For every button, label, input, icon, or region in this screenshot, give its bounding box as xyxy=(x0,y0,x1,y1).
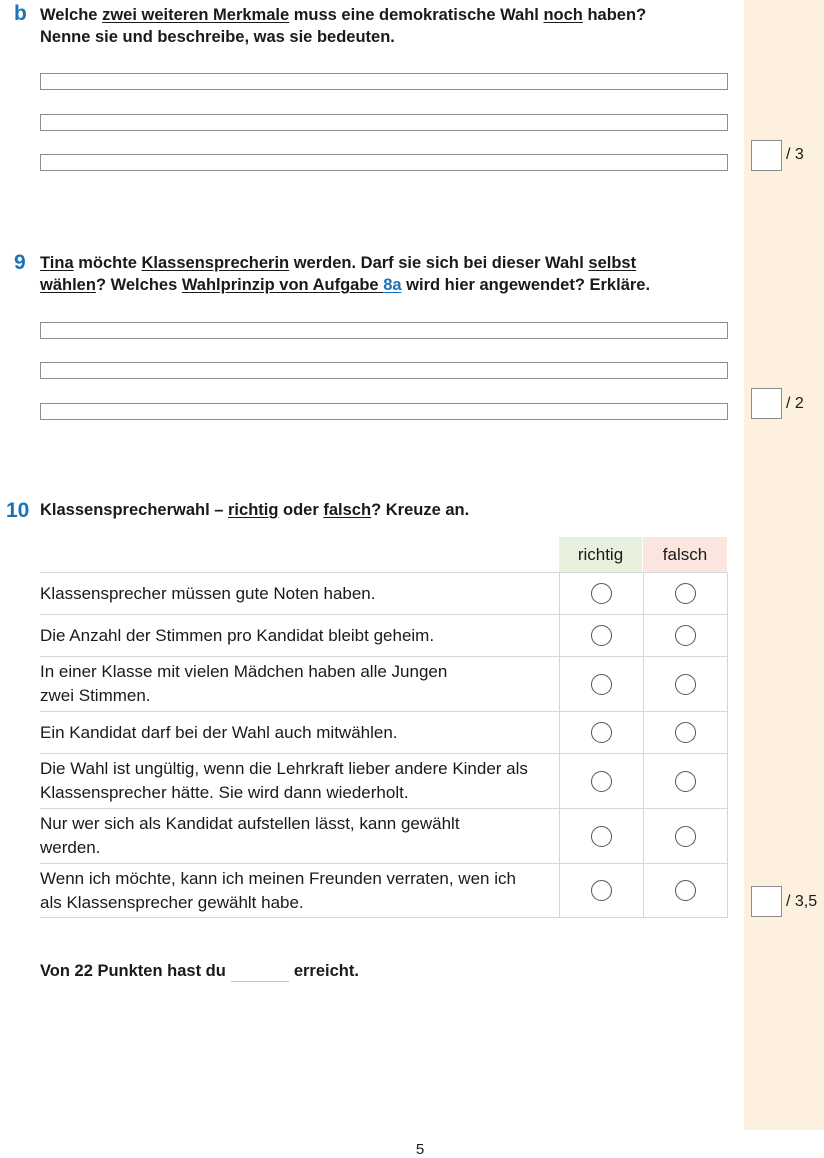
column-header-richtig: richtig xyxy=(559,537,642,572)
table-row xyxy=(40,808,728,863)
table-row xyxy=(40,711,728,753)
task-9-label: 9 xyxy=(14,251,26,274)
score-summary xyxy=(40,960,359,982)
task-10-question: Klassensprecherwahl – richtig oder falsch? Kreuze an. xyxy=(40,501,470,519)
task-10-max-score: / 3,5 xyxy=(786,893,818,910)
task-b-max-score: / 3 xyxy=(786,146,804,163)
statement-5: Die Wahl ist ungültig, wenn die Lehrkraft lieber andere Kinder als Klassensprecher hätte. Sie wird dann wiederholt. xyxy=(40,759,528,802)
statement-2: Die Anzahl der Stimmen pro Kandidat bleibt geheim. xyxy=(40,625,435,645)
task-b-score-box[interactable] xyxy=(751,140,782,171)
radio-richtig-5[interactable] xyxy=(591,771,612,792)
radio-falsch-4[interactable] xyxy=(675,722,696,743)
radio-falsch-2[interactable] xyxy=(675,625,696,646)
cell-richtig xyxy=(559,712,643,753)
statement-1: Klassensprecher müssen gute Noten haben. xyxy=(40,583,376,603)
radio-richtig-3[interactable] xyxy=(591,674,612,695)
cell-falsch xyxy=(643,754,728,808)
task-10-score-box[interactable] xyxy=(751,886,782,917)
table-row xyxy=(40,572,728,614)
task-9-score-box[interactable] xyxy=(751,388,782,419)
summary-text-before: Von 22 Punkten hast du xyxy=(40,962,226,980)
cell-richtig xyxy=(559,657,643,711)
cell-richtig xyxy=(559,809,643,863)
table-row xyxy=(40,863,728,918)
radio-richtig-2[interactable] xyxy=(591,625,612,646)
summary-text-after: erreicht. xyxy=(293,962,359,980)
task-9-line-2: wählen? Welches Wahlprinzip von Aufgabe 8a wird hier angewendet? Erkläre. xyxy=(40,276,651,294)
cell-richtig xyxy=(559,864,643,917)
radio-falsch-1[interactable] xyxy=(675,583,696,604)
task-9-max-score: / 2 xyxy=(786,395,804,412)
cell-falsch xyxy=(643,615,728,656)
task-9-answer-line-1[interactable] xyxy=(40,322,728,339)
cell-falsch xyxy=(643,657,728,711)
task-b-label: b xyxy=(14,2,27,25)
statement-4: Ein Kandidat darf bei der Wahl auch mitwählen. xyxy=(40,722,398,742)
cell-richtig xyxy=(559,754,643,808)
radio-falsch-5[interactable] xyxy=(675,771,696,792)
statement-6: Nur wer sich als Kandidat aufstellen lässt, kann gewählt werden. xyxy=(40,814,460,857)
reference-task-8a: 8a xyxy=(383,276,402,294)
cell-falsch xyxy=(643,712,728,753)
statement-7: Wenn ich möchte, kann ich meinen Freunden verraten, wen ich als Klassensprecher gewählt habe. xyxy=(40,868,516,912)
radio-falsch-3[interactable] xyxy=(675,674,696,695)
statement-3: In einer Klasse mit vielen Mädchen haben alle Jungen zwei Stimmen. xyxy=(40,662,448,705)
task-9-line-1: Tina möchte Klassensprecherin werden. Darf sie sich bei dieser Wahl selbst xyxy=(40,254,637,272)
task-10-label: 10 xyxy=(6,499,30,522)
cell-falsch xyxy=(643,864,728,917)
task-b-answer-line-1[interactable] xyxy=(40,73,728,90)
radio-richtig-7[interactable] xyxy=(591,880,612,901)
radio-richtig-1[interactable] xyxy=(591,583,612,604)
radio-falsch-6[interactable] xyxy=(675,826,696,847)
column-header-falsch: falsch xyxy=(643,537,727,572)
table-row xyxy=(40,656,728,711)
radio-falsch-7[interactable] xyxy=(675,880,696,901)
task-9-answer-line-3[interactable] xyxy=(40,403,728,420)
cell-falsch xyxy=(643,809,728,863)
total-points-field[interactable] xyxy=(231,964,289,982)
page-number: 5 xyxy=(415,1141,425,1158)
table-row xyxy=(40,614,728,656)
cell-richtig xyxy=(559,615,643,656)
task-b-answer-line-3[interactable] xyxy=(40,154,728,171)
task-9-answer-line-2[interactable] xyxy=(40,362,728,379)
cell-richtig xyxy=(559,573,643,614)
table-row xyxy=(40,753,728,808)
task-b-answer-line-2[interactable] xyxy=(40,114,728,131)
task-b-question xyxy=(40,4,646,48)
task-9-question xyxy=(40,252,650,296)
cell-falsch xyxy=(643,573,728,614)
task-b-line-2: Nenne sie und beschreibe, was sie bedeuten. xyxy=(40,28,395,46)
task-b-line-1: Welche zwei weiteren Merkmale muss eine demokratische Wahl noch haben? xyxy=(40,6,647,24)
radio-richtig-4[interactable] xyxy=(591,722,612,743)
radio-richtig-6[interactable] xyxy=(591,826,612,847)
